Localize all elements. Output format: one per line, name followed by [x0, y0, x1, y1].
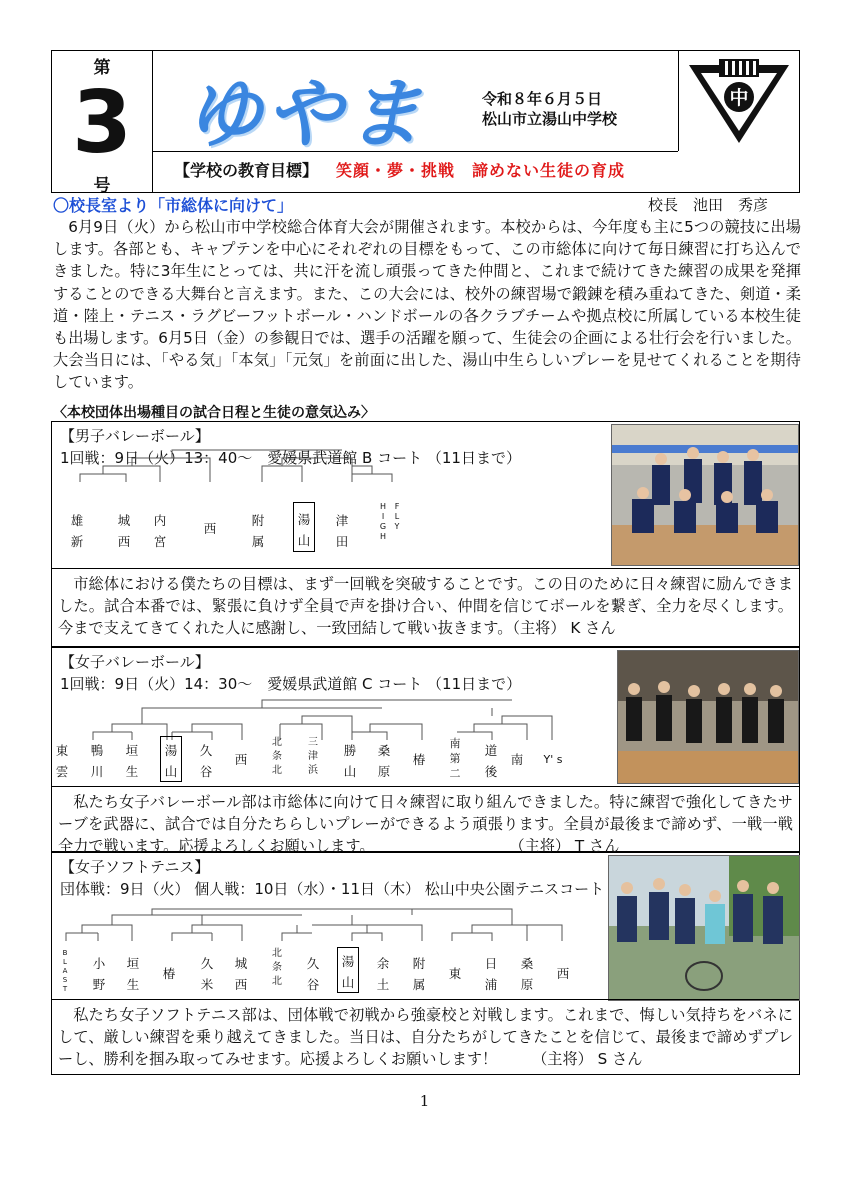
page-number: 1: [419, 1092, 430, 1110]
bracket-team: Y' s: [543, 753, 563, 766]
team-schedule: 1回戦：9日（火）13：40～ 愛媛県武道館 B コート （11日まで）: [60, 449, 521, 467]
team-message-block: [52, 999, 799, 1070]
bracket-team: 垣 生: [126, 956, 140, 992]
bracket-team: 雄 新: [70, 513, 84, 549]
principal-signature: 校長 池田 秀彦: [648, 196, 769, 214]
team-photo: [617, 650, 799, 784]
motto-text: 笑顔・夢・挑戦 諦めない生徒の育成: [336, 161, 626, 180]
bracket-team: 久 米: [200, 956, 214, 992]
bracket-team: 南 第 二: [449, 737, 461, 780]
bracket-team: 勝 山: [343, 743, 357, 779]
bracket-team: 北 条 北: [272, 948, 282, 987]
team-girls-soft-tennis: [51, 852, 800, 1075]
bracket-team: 北 条 北: [272, 737, 282, 776]
tournament-bracket: [52, 422, 432, 562]
school-crest: [678, 51, 801, 151]
principal-section-title: 〇校長室より「市総体に向けて」: [53, 196, 294, 215]
team-boys-volleyball: [51, 421, 800, 647]
bracket-team: 附 属: [412, 956, 426, 992]
title-box: [152, 51, 678, 158]
team-name: 【男子バレーボール】: [60, 427, 210, 445]
bracket-team: 日 浦: [484, 956, 498, 992]
bracket-team: 津 田: [335, 513, 349, 549]
newsletter-header: [51, 50, 800, 196]
bracket-team-home: 湯 山: [337, 947, 359, 993]
team-name: 【女子ソフトテニス】: [60, 858, 210, 876]
school-name: 松山市立湯山中学校: [482, 110, 618, 128]
team-girls-volleyball: [51, 647, 800, 855]
team-message-block: [52, 786, 799, 857]
team-photo: [608, 855, 800, 1001]
bracket-team: 桑 原: [377, 743, 391, 779]
captain-signoff: （主将） S さん: [532, 1050, 643, 1068]
bracket-team: 南: [510, 752, 524, 767]
bracket-team: 椿: [412, 752, 426, 767]
bracket-team: 西: [556, 966, 570, 981]
issue-date: 令和８年６月５日: [482, 90, 603, 108]
crest-icon: [679, 51, 799, 149]
bracket-team: 内 宮: [153, 513, 167, 549]
team-schedule: 団体戦：9日（火） 個人戦：10日（水）・11日（木） 松山中央公園テニスコート: [60, 880, 605, 898]
team-message: 私たち女子ソフトテニス部は、団体戦で初戦から強豪校と対戦します。これまで、悔しい気持ちをバネにして、厳しい練習を乗り越えてきました。当日は、自分たちがしてきたことを信じて、最後まで諦めずプレーし、勝利を掴み取ってみせます。応援よろしくお願いします！: [58, 1006, 793, 1068]
bracket-team: 城 西: [117, 513, 131, 549]
bracket-team: F L Y: [394, 502, 400, 531]
team-schedule: 1回戦：9日（火）14：30～ 愛媛県武道館 C コート （11日まで）: [60, 675, 522, 693]
bracket-team: 余 土: [376, 956, 390, 992]
bracket-team: B L A S T: [62, 949, 68, 993]
bracket-team: H I G H: [379, 502, 387, 541]
principal-message: 6月9日（火）から松山市中学校総合体育大会が開催されます。本校からは、今年度も主に5つの競技に出場します。各部とも、キャプテンを中心にそれぞれの目標をもって、この市総体に向けて毎日練習に打ち込んできました。特に3年生にとっては、共に汗を流し頑張ってきた仲間と、これまで続けてきた練習の成果を発揮することのできる大舞台と言えます。また、この大会には、校外の練習場で鍛錬を積み重ねてきた、剣道・柔道・陸上・テニス・ラグビーフットボール・ハンドボールの各クラブチームや拠点校に所属している本校生徒も出場します。6月5日（金）の参観日では、選手の活躍を願って、生徒会の企画による壮行会を行いました。大会当日には、「やる気」「本気」「元気」を前面に出した、湯山中生らしいプレーを見せてくれることを期待しています。: [53, 218, 801, 392]
bracket-team: 東 雲: [55, 743, 69, 779]
bracket-team-home: 湯 山: [293, 502, 315, 552]
bracket-team: 久 谷: [306, 956, 320, 992]
issue-suffix: 号: [93, 176, 111, 196]
issue-date-block: [482, 89, 617, 129]
bracket-team: 西: [203, 521, 217, 536]
issue-prefix: 第: [93, 58, 111, 78]
bracket-team-home: 湯 山: [160, 736, 182, 782]
motto-label: 【学校の教育目標】: [174, 161, 319, 180]
bracket-team: 道 後: [484, 743, 498, 779]
team-name: 【女子バレーボール】: [60, 653, 210, 671]
bracket-team: 垣 生: [125, 743, 139, 779]
bracket-team: 桑 原: [520, 956, 534, 992]
issue-number: 3: [72, 73, 132, 173]
issue-number-box: [52, 51, 153, 196]
bracket-team: 久 谷: [199, 743, 213, 779]
bracket-team: 城 西: [234, 956, 248, 992]
education-motto: [152, 151, 800, 192]
bracket-team: 西: [234, 752, 248, 767]
bracket-team: 附 属: [251, 513, 265, 549]
newsletter-title: ゆやま: [186, 69, 426, 158]
bracket-team: 三 津 浜: [308, 737, 318, 776]
captain-signoff: （主将） T さん: [509, 837, 620, 855]
team-message: 私たち女子バレーボール部は市総体に向けて日々練習に取り組んできました。特に練習で強化してきたサーブを武器に、試合では自分たちらしいプレーができるよう頑張ります。全員が最後まで諦めず、一戦一戦全力で戦います。応援よろしくお願いします。: [58, 793, 793, 855]
bracket-team: 鴨 川: [90, 743, 104, 779]
bracket-team: 東: [448, 966, 462, 981]
bracket-team: 椿: [162, 966, 176, 981]
team-photo: [611, 424, 799, 566]
bracket-team: 小 野: [92, 956, 106, 992]
crest-char: 中: [729, 87, 749, 109]
schedule-heading: 〈本校団体出場種目の試合日程と生徒の意気込み〉: [53, 405, 375, 421]
team-message: 市総体における僕たちの目標は、まず一回戦を突破することです。この日のために日々練習に励んできました。試合本番では、緊張に負けず全員で声を掛け合い、仲間を信じてボールを繋ぎ、全力を尽くします。今まで支えてきてくれた人に感謝し、一致団結して戦い抜きます。（主将） K さん: [52, 568, 799, 639]
